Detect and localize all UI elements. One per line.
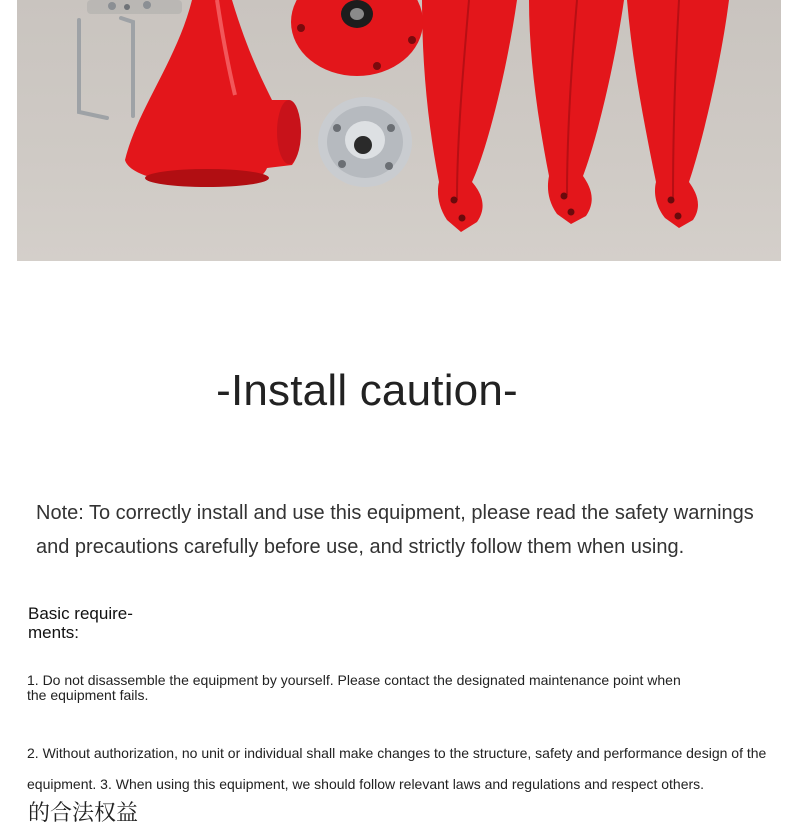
requirement-item-2-3: 2. Without authorization, no unit or individual shall make changes to the structure, safety and performance design of the equipment. 3. When using this equipment, we should follow relevant laws and regulations and respect others.	[27, 745, 767, 792]
wind-turbine-parts-image	[17, 0, 781, 261]
flange-icon	[318, 97, 412, 187]
blade-icon	[422, 0, 517, 232]
page-title: -Install caution-	[216, 366, 518, 415]
product-photo	[17, 0, 781, 261]
hex-key-icon	[79, 18, 133, 118]
blade-icon	[627, 0, 729, 228]
bolts-pack-icon	[87, 0, 182, 14]
requirement-item-1: 1. Do not disassemble the equipment by yourself. Please contact the designated maintenance point when the equipment fails.	[27, 672, 681, 703]
hub-plate-icon	[291, 0, 423, 76]
cut-off-text: 的合法权益	[28, 800, 139, 825]
basic-requirements-heading: Basic require- ments:	[28, 604, 133, 642]
safety-note: Note: To correctly install and use this equipment, please read the safety warnings and precautions carefully before use, and strictly follow them when using.	[36, 502, 754, 558]
blade-icon	[529, 0, 624, 224]
nose-cone-icon	[125, 0, 301, 187]
